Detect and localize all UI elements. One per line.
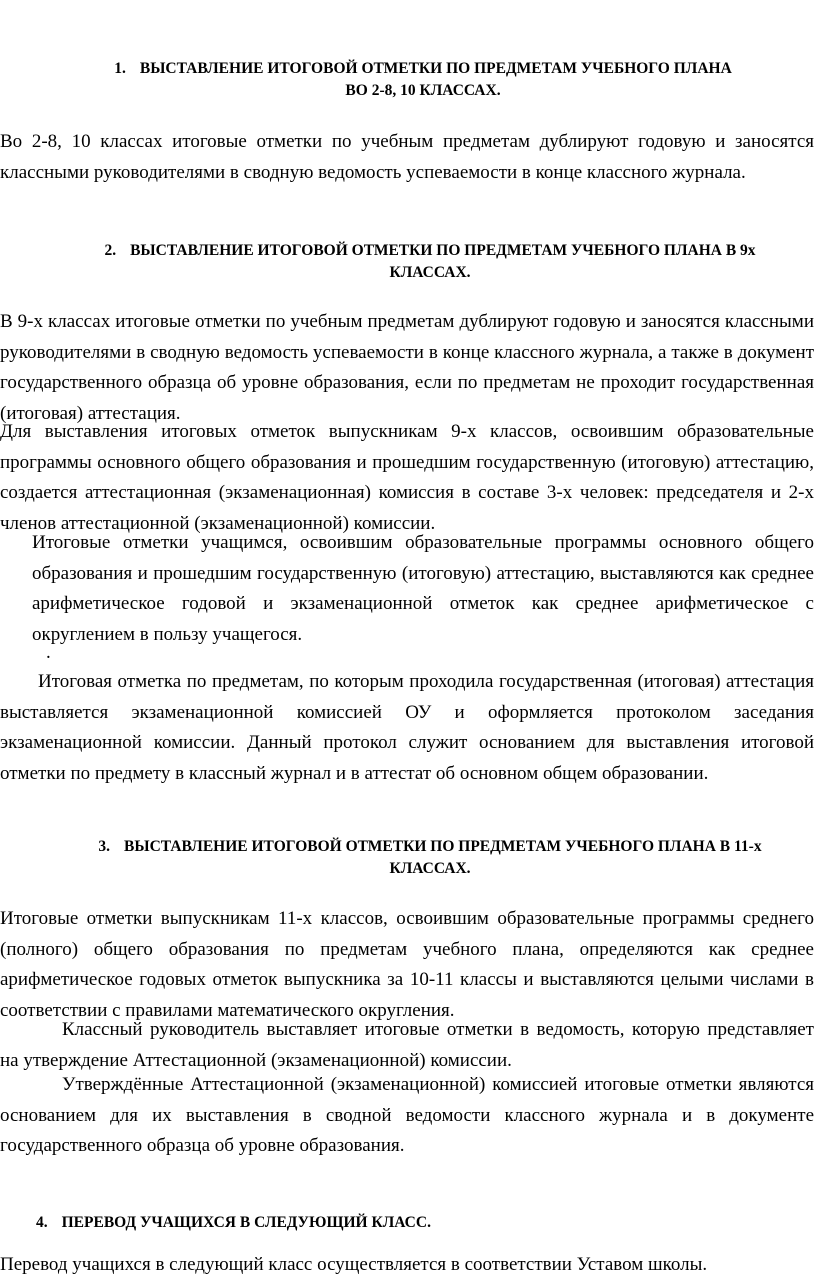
section-4-title: ПЕРЕВОД УЧАЩИХСЯ В СЛЕДУЮЩИЙ КЛАСС. <box>61 1214 431 1231</box>
section-3-heading <box>0 836 816 880</box>
section-4-paragraph-1: Перевод учащихся в следующий класс осуществляется в соответствии Уставом школы. <box>0 1254 708 1275</box>
section-2-title-line1: ВЫСТАВЛЕНИЕ ИТОГОВОЙ ОТМЕТКИ ПО ПРЕДМЕТАМ УЧЕБНОГО ПЛАНА В 9х <box>130 242 756 259</box>
section-2-paragraph-1: В 9-х классах итоговые отметки по учебным предметам дублируют годовую и заносятся классными руководителями в сводную ведомость успеваемости в конце классного журнала, а также в документ государственного образца об уровне образования, если по предметам не проходит государственная (итоговая) аттестация. <box>0 311 814 424</box>
section-4-heading <box>36 1212 431 1234</box>
section-1-title-line1: ВЫСТАВЛЕНИЕ ИТОГОВОЙ ОТМЕТКИ ПО ПРЕДМЕТАМ УЧЕБНОГО ПЛАНА <box>139 60 732 77</box>
section-1-number: 1. <box>114 60 126 77</box>
section-1-title-line2: ВО 2-8, 10 КЛАССАХ. <box>345 82 501 99</box>
section-2-number: 2. <box>104 242 117 259</box>
section-2-paragraph-2: Для выставления итоговых отметок выпускникам 9-х классов, освоившим образовательные программы основного общего образования и прошедшим государственную (итоговую) аттестацию, создается аттестационная (экзаменационная) комиссия в составе 3-х человек: председателя и 2-х членов аттестационной (экзаменационной) комиссии. <box>0 421 814 534</box>
section-1-heading-line1 <box>0 58 816 80</box>
section-2-paragraph-3: Итоговые отметки учащимся, освоившим образовательные программы основного общего образования и прошедшим государственную (итоговую) аттестацию, выставляются как среднее арифметическое годовой и экзаменационной отметок как среднее арифметическое с округлением в пользу учащегося. <box>32 532 814 645</box>
section-3-paragraph-3: Утверждённые Аттестационной (экзаменационной) комиссией итоговые отметки являются основанием для их выставления в сводной ведомости классного журнала и в документе государственного образца об уровне образования. <box>0 1074 814 1156</box>
section-3-paragraph-2: Классный руководитель выставляет итоговые отметки в ведомость, которую представляет на утверждение Аттестационной (экзаменационной) комиссии. <box>0 1019 814 1071</box>
section-3-paragraph-1: Итоговые отметки выпускникам 11-х классов, освоившим образовательные программы среднего (полного) общего образования по предметам учебного плана, определяются как среднее арифметическое годовых отметок выпускника за 10-11 классы и выставляются целыми числами в соответствии с правилами математического округления. <box>0 908 814 1021</box>
section-3-heading-line1 <box>0 836 816 858</box>
section-3-number: 3. <box>98 838 111 855</box>
section-4-number: 4. <box>36 1214 48 1231</box>
section-3-title-line2: КЛАССАХ. <box>389 860 471 877</box>
stray-dot: . <box>46 642 51 663</box>
section-2-paragraph-4: Итоговая отметка по предметам, по которым проходила государственная (итоговая) аттестация выставляется экзаменационной комиссией ОУ и оформляется протоколом заседания экзаменационной комиссии. Данный протокол служит основанием для выставления итоговой отметки по предмету в классный журнал и в аттестат об основном общем образовании. <box>0 671 814 784</box>
section-2-heading-line1 <box>0 240 816 262</box>
section-3-title-line1: ВЫСТАВЛЕНИЕ ИТОГОВОЙ ОТМЕТКИ ПО ПРЕДМЕТАМ УЧЕБНОГО ПЛАНА В 11-х <box>124 838 762 855</box>
section-2-heading <box>0 240 816 284</box>
section-1-heading <box>0 58 816 102</box>
section-1-paragraph-1: Во 2-8, 10 классах итоговые отметки по учебным предметам дублируют годовую и заносятся классными руководителями в сводную ведомость успеваемости в конце классного журнала. <box>0 131 814 183</box>
section-2-title-line2: КЛАССАХ. <box>389 264 471 281</box>
